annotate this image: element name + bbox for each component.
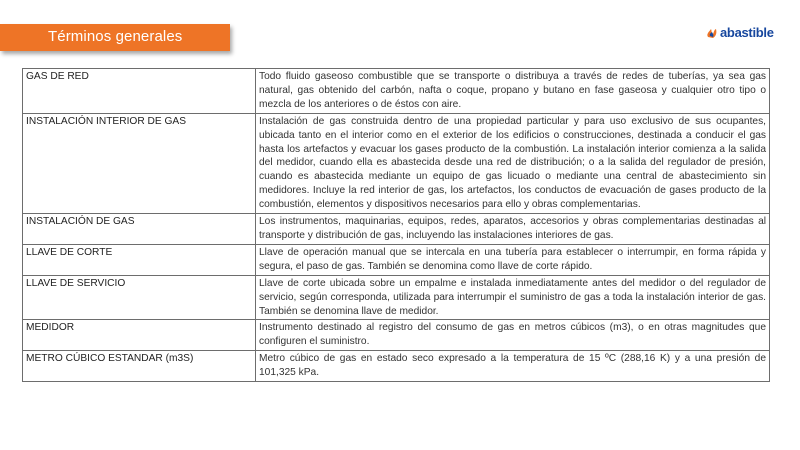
table-row <box>23 214 770 245</box>
term-cell: INSTALACIÓN DE GAS <box>23 214 256 245</box>
table-row <box>23 69 770 114</box>
abastible-logo <box>706 23 774 41</box>
definition-cell: Llave de operación manual que se intercala en una tubería para establecer o interrumpir, en forma rápida y segura, el paso de gas. También se denomina como llave de corte rápido. <box>256 244 770 275</box>
logo-text: abastible <box>720 24 774 40</box>
definition-cell: Llave de corte ubicada sobre un empalme e instalada inmediatamente antes del medidor o del regulador de servicio, según corresponda, utilizada para interrumpir el suministro de gas a toda la instalación interior de gas. También se denomina llave de medidor. <box>256 275 770 320</box>
term-cell: LLAVE DE CORTE <box>23 244 256 275</box>
definition-cell: Los instrumentos, maquinarias, equipos, redes, aparatos, accesorios y obras complementarias destinadas al transporte y distribución de gas, incluyendo las instalaciones interiores de gas. <box>256 214 770 245</box>
table-row <box>23 351 770 382</box>
definition-cell: Instrumento destinado al registro del consumo de gas en metros cúbicos (m3), o en otras magnitudes que configuren el suministro. <box>256 320 770 351</box>
flame-logo-icon <box>706 25 718 39</box>
terms-table <box>22 68 770 382</box>
table-row <box>23 113 770 213</box>
table-row <box>23 275 770 320</box>
definition-cell: Metro cúbico de gas en estado seco expresado a la temperatura de 15 ºC (288,16 K) y a una presión de 101,325 kPa. <box>256 351 770 382</box>
table-row <box>23 244 770 275</box>
term-cell: MEDIDOR <box>23 320 256 351</box>
page-title: Términos generales <box>48 28 183 45</box>
term-cell: GAS DE RED <box>23 69 256 114</box>
term-cell: LLAVE DE SERVICIO <box>23 275 256 320</box>
section-header-banner <box>0 24 230 51</box>
term-cell: INSTALACIÓN INTERIOR DE GAS <box>23 113 256 213</box>
table-row <box>23 320 770 351</box>
definition-cell: Todo fluido gaseoso combustible que se transporte o distribuya a través de redes de tuberías, ya sea gas natural, gas obtenido del carbón, nafta o coque, propano y butano en fase gaseosa y cualquier otro tipo o mezcla de los anteriores o de éstos con aire. <box>256 69 770 114</box>
term-cell: METRO CÚBICO ESTANDAR (m3S) <box>23 351 256 382</box>
definition-cell: Instalación de gas construida dentro de una propiedad particular y para uso exclusivo de sus ocupantes, ubicada tanto en el interior como en el exterior de los edificios o construcciones, destinada a conducir el gas hasta los artefactos y evacuar los gases producto de la combustión. La instalación interior comienza a la salida del medidor, cuando ella es abastecida desde una red de distribución; o a la salida del regulador de presión, cuando es abastecida mediante un equipo de gas licuado o mediante una central de abastecimiento sin medidores. Incluye la red interior de gas, los artefactos, los conductos de evacuación de gases producto de la combustión, elementos y dispositivos necesarios para ello y obras complementarias. <box>256 113 770 213</box>
